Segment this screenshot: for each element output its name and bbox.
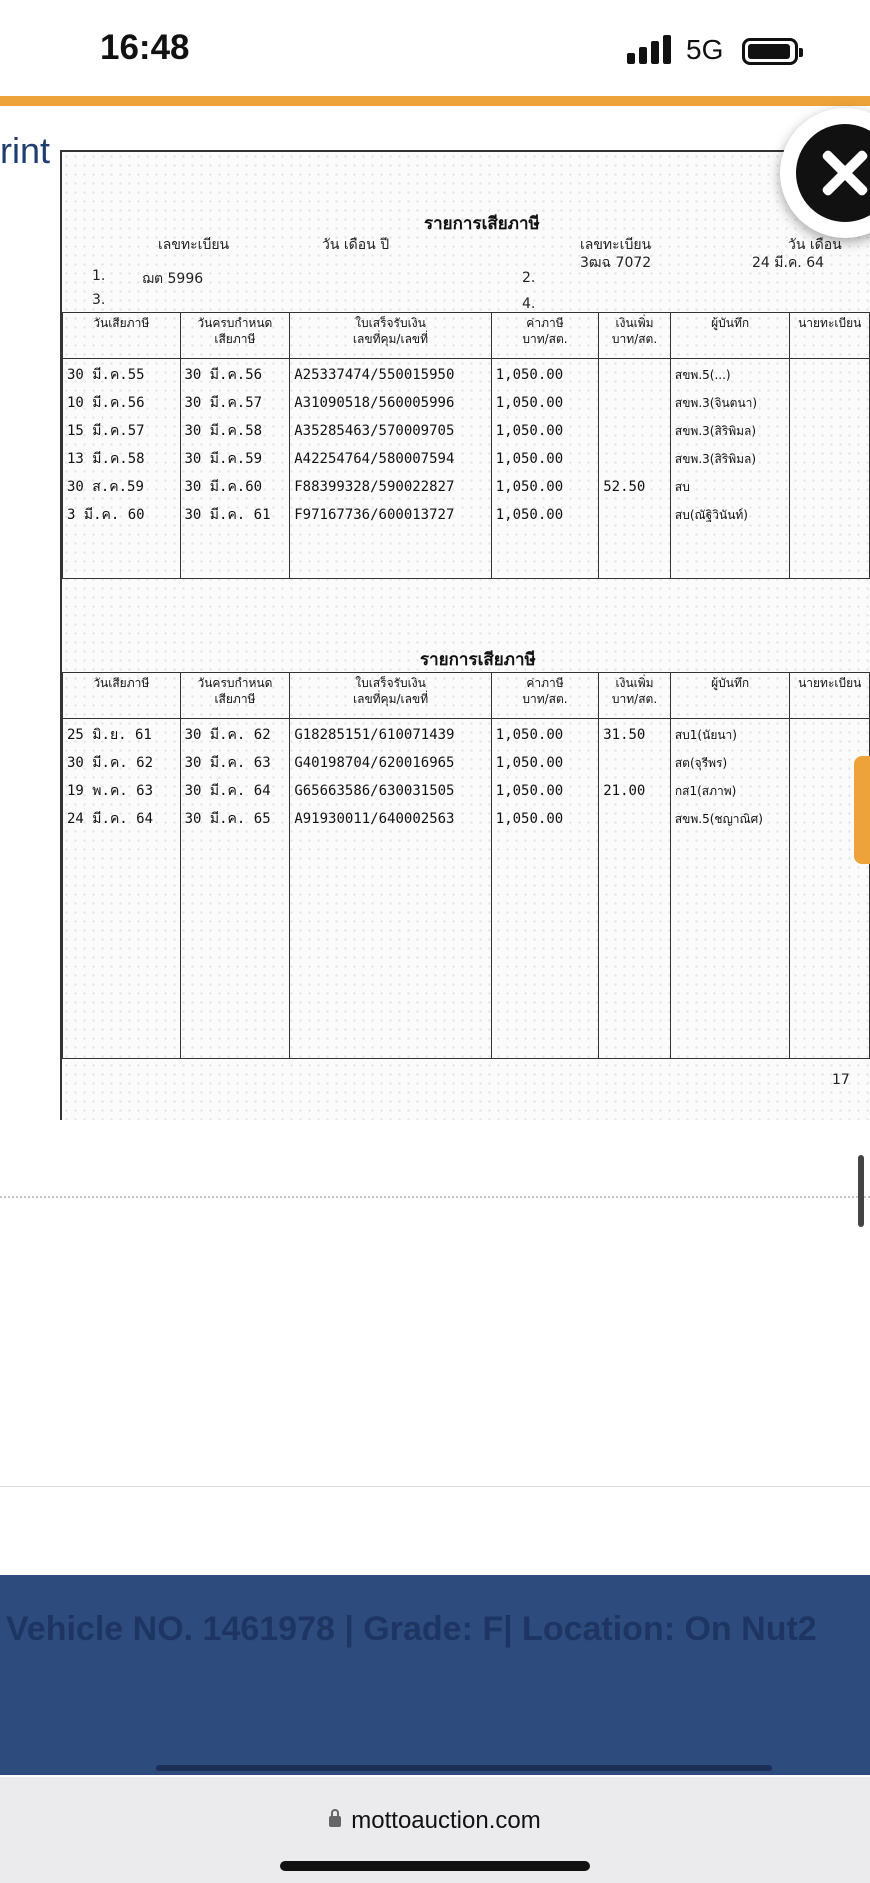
table-cell-receipt: G18285151/610071439 bbox=[294, 726, 455, 743]
table-cell-due: 30 มี.ค. 63 bbox=[184, 754, 271, 771]
header-paid-date-2: วันเสียภาษี bbox=[63, 673, 181, 719]
table-cell-recorder: สขพ.3(สิริพิมล) bbox=[674, 423, 757, 438]
signal-icon bbox=[627, 34, 673, 64]
header-recorder: ผู้บันทึก bbox=[670, 313, 790, 359]
table-cell-paid: 15 มี.ค.57 bbox=[67, 422, 145, 439]
table-cell-extra bbox=[603, 361, 666, 389]
table-cell-tax: 1,050.00 bbox=[495, 506, 564, 523]
accent-bar bbox=[0, 96, 870, 106]
line-1-number: 1. bbox=[92, 268, 106, 284]
table-cell-paid: 30 มี.ค. 62 bbox=[67, 754, 154, 771]
table-cell-recorder: สบ bbox=[674, 479, 690, 494]
header-registrar: นายทะเบียน bbox=[790, 313, 870, 359]
side-tab-handle[interactable] bbox=[854, 756, 870, 864]
table-cell-paid: 3 มี.ค. 60 bbox=[67, 506, 145, 523]
home-indicator[interactable] bbox=[280, 1861, 590, 1871]
table-cell-due: 30 มี.ค.57 bbox=[184, 394, 263, 411]
table-cell-paid: 13 มี.ค.58 bbox=[67, 450, 145, 467]
print-link[interactable]: rint bbox=[0, 130, 51, 171]
reg-label-2: เลขทะเบียน bbox=[580, 237, 652, 253]
table-cell-receipt: A91930011/640002563 bbox=[294, 810, 455, 827]
url-text: mottoauction.com bbox=[351, 1807, 541, 1834]
header-tax-2: ค่าภาษี บาท/สต. bbox=[491, 673, 598, 719]
tax-table-1 bbox=[62, 312, 870, 579]
table-cell-tax: 1,050.00 bbox=[495, 366, 564, 383]
table-cell-extra bbox=[603, 805, 666, 833]
browser-footer bbox=[0, 1777, 870, 1883]
scanned-tax-document bbox=[60, 150, 870, 1120]
scrollbar-thumb[interactable] bbox=[858, 1155, 864, 1227]
table-cell-paid: 30 มี.ค.55 bbox=[67, 366, 145, 383]
table-cell-tax: 1,050.00 bbox=[495, 726, 564, 743]
header-extra-2: เงินเพิ่ม บาท/สต. bbox=[599, 673, 671, 719]
date-label-2: วัน เดือน bbox=[788, 237, 842, 253]
table-cell-receipt: A25337474/550015950 bbox=[294, 366, 455, 383]
table-cell-recorder: สต(จุรีพร) bbox=[674, 755, 728, 770]
battery-icon bbox=[742, 38, 798, 65]
table-cell-paid: 10 มี.ค.56 bbox=[67, 394, 145, 411]
table-cell-receipt: A31090518/560005996 bbox=[294, 394, 455, 411]
status-time: 16:48 bbox=[100, 28, 190, 67]
header-extra: เงินเพิ่ม บาท/สต. bbox=[599, 313, 671, 359]
table-cell-recorder: สขพ.5(...) bbox=[674, 367, 731, 382]
table-cell-tax: 1,050.00 bbox=[495, 394, 564, 411]
status-bar bbox=[0, 0, 870, 96]
tax-table-2 bbox=[62, 672, 870, 1059]
image-caption bbox=[0, 1575, 870, 1775]
table-cell-recorder: สขพ.5(ชญาณิศ) bbox=[674, 811, 763, 826]
table-cell-due: 30 มี.ค. 64 bbox=[184, 782, 271, 799]
table-cell-receipt: G65663586/630031505 bbox=[294, 782, 455, 799]
table-cell-paid: 30 ส.ค.59 bbox=[67, 478, 144, 495]
line-4-number: 4. bbox=[522, 296, 536, 312]
table-cell-tax: 1,050.00 bbox=[495, 478, 564, 495]
table-cell-extra bbox=[603, 445, 666, 473]
header-registrar-2: นายทะเบียน bbox=[790, 673, 870, 719]
header-due-date-2: วันครบกำหนด เสียภาษี bbox=[180, 673, 290, 719]
divider bbox=[0, 1486, 870, 1487]
table-cell-due: 30 มี.ค. 62 bbox=[184, 726, 271, 743]
table-cell-tax: 1,050.00 bbox=[495, 810, 564, 827]
table-cell-receipt: G40198704/620016965 bbox=[294, 754, 455, 771]
line-2-plate: 3ฒฉ 7072 bbox=[580, 255, 652, 271]
table-cell-recorder: สบ1(นัยนา) bbox=[674, 727, 737, 742]
vehicle-caption-text: Vehicle NO. 1461978 | Grade: F| Location: On Nut2 bbox=[6, 1610, 817, 1648]
table-cell-due: 30 มี.ค. 61 bbox=[184, 506, 271, 523]
line-2-number: 2. bbox=[522, 270, 536, 286]
table-cell-due: 30 มี.ค.56 bbox=[184, 366, 263, 383]
table-cell-due: 30 มี.ค.60 bbox=[184, 478, 263, 495]
table-cell-extra: 52.50 bbox=[603, 478, 646, 495]
table-cell-due: 30 มี.ค.58 bbox=[184, 422, 263, 439]
line-1-plate: ฌต 5996 bbox=[142, 271, 204, 287]
table-cell-extra bbox=[603, 749, 666, 777]
table-cell-recorder: กส1(สภาพ) bbox=[674, 783, 737, 798]
address-bar[interactable] bbox=[0, 1807, 870, 1835]
line-3-number: 3. bbox=[92, 292, 106, 308]
header-recorder-2: ผู้บันทึก bbox=[670, 673, 790, 719]
table-cell-extra bbox=[603, 389, 666, 417]
table-cell-tax: 1,050.00 bbox=[495, 782, 564, 799]
table-cell-paid: 24 มี.ค. 64 bbox=[67, 810, 154, 827]
close-icon bbox=[796, 124, 870, 222]
table-cell-recorder: สขพ.3(สิริพิมล) bbox=[674, 451, 757, 466]
header-receipt: ใบเสร็จรับเงิน เลขที่คุม/เลขที่ bbox=[290, 313, 491, 359]
document-title: รายการเสียภาษี bbox=[424, 214, 540, 234]
table-cell-extra: 21.00 bbox=[603, 782, 646, 799]
table-cell-paid: 19 พ.ค. 63 bbox=[67, 782, 154, 799]
reg-label-1: เลขทะเบียน bbox=[158, 237, 230, 253]
line-2-date: 24 มี.ค. 64 bbox=[752, 255, 825, 271]
header-tax: ค่าภาษี บาท/สต. bbox=[491, 313, 599, 359]
table-cell-tax: 1,050.00 bbox=[495, 422, 564, 439]
header-paid-date: วันเสียภาษี bbox=[63, 313, 181, 359]
table-cell-extra bbox=[603, 501, 666, 529]
table-cell-receipt: A35285463/570009705 bbox=[294, 422, 455, 439]
table-cell-extra: 31.50 bbox=[603, 726, 646, 743]
table-cell-recorder: สบ(ณัฐิวินันท์) bbox=[674, 507, 748, 522]
table-cell-paid: 25 มิ.ย. 61 bbox=[67, 726, 152, 743]
date-label-1: วัน เดือน ปี bbox=[322, 237, 390, 253]
table-cell-due: 30 มี.ค. 65 bbox=[184, 810, 271, 827]
table-cell-receipt: A42254764/580007594 bbox=[294, 450, 455, 467]
document-subtitle: รายการเสียภาษี bbox=[420, 650, 536, 670]
header-receipt-2: ใบเสร็จรับเงิน เลขที่คุม/เลขที่ bbox=[290, 673, 491, 719]
table-cell-receipt: F88399328/590022827 bbox=[294, 478, 455, 495]
page-corner-number: 17 bbox=[832, 1072, 850, 1088]
caption-handle[interactable] bbox=[156, 1765, 772, 1771]
table-cell-tax: 1,050.00 bbox=[495, 754, 564, 771]
table-cell-tax: 1,050.00 bbox=[495, 450, 564, 467]
table-cell-recorder: สขพ.3(จินตนา) bbox=[674, 395, 758, 410]
header-due-date: วันครบกำหนด เสียภาษี bbox=[180, 313, 290, 359]
lock-icon bbox=[329, 1816, 341, 1827]
table-cell-extra bbox=[603, 417, 666, 445]
divider bbox=[0, 1196, 870, 1198]
table-cell-receipt: F97167736/600013727 bbox=[294, 506, 455, 523]
table-cell-due: 30 มี.ค.59 bbox=[184, 450, 263, 467]
network-type: 5G bbox=[686, 34, 724, 65]
